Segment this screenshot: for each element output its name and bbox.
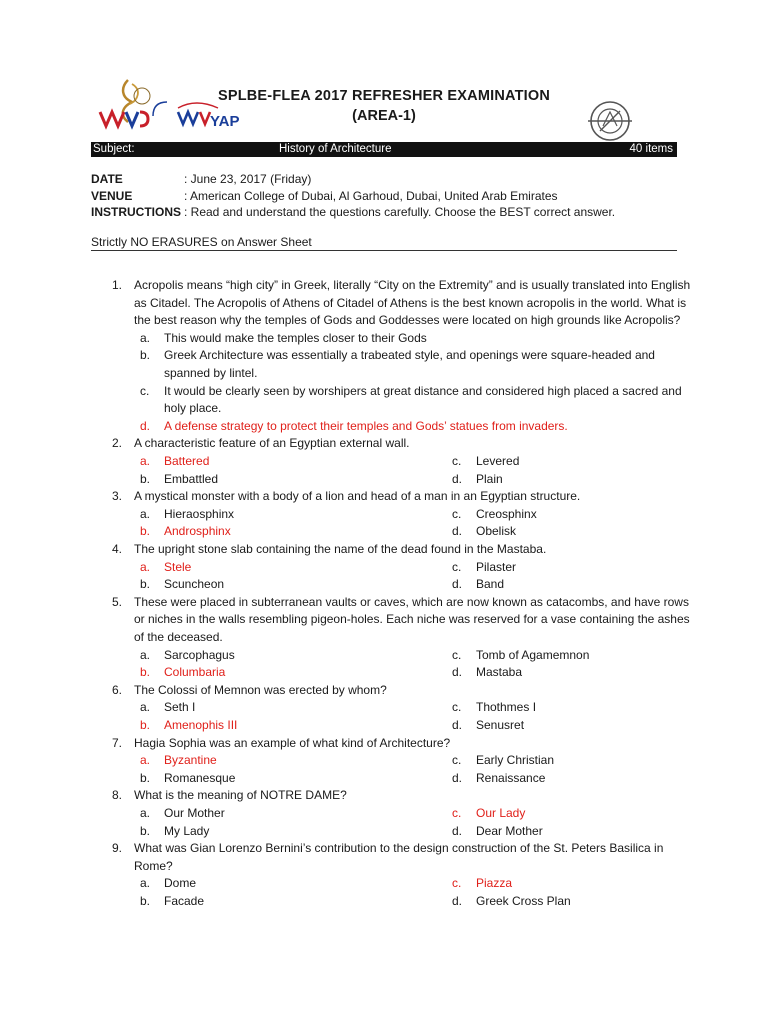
option-text: A defense strategy to protect their temples and Gods’ statues from invaders. <box>164 418 568 433</box>
option-text: Greek Cross Plan <box>476 894 571 908</box>
option-letter: a. <box>140 700 151 715</box>
question-text: Hagia Sophia was an example of what kind of Architecture? <box>134 735 451 750</box>
option-text: Pilaster <box>476 559 517 574</box>
option-letter: d. <box>452 577 463 592</box>
option-letter: a. <box>140 559 151 574</box>
option-letter: d. <box>452 665 463 680</box>
question-number: 5. <box>112 594 123 609</box>
question-text: as Citadel. The Acropolis of Athens of Citadel of Athens is the best known acropolis in the world. What is <box>134 295 687 310</box>
option-text: Battered <box>164 454 210 468</box>
question-number: 9. <box>112 841 123 856</box>
option-text: Tomb of Agamemnon <box>476 647 590 662</box>
option-letter: d. <box>140 418 151 433</box>
option-text: Scuncheon <box>164 577 225 592</box>
question-text: The upright stone slab containing the name of the dead found in the Mastaba. <box>134 542 547 556</box>
exam-area: (AREA-1) <box>352 108 416 124</box>
question-number: 3. <box>112 489 123 504</box>
header-divider <box>91 250 677 251</box>
date-value: : June 23, 2017 (Friday) <box>184 172 312 186</box>
option-text: My Lady <box>164 823 210 838</box>
question-text: A mystical monster with a body of a lion and head of a man in an Egyptian structure. <box>134 489 581 504</box>
question-text: or niches in the walls resembling pigeon-holes. Each niche was reserved for a vase containing the ashes <box>134 612 690 627</box>
option-letter: c. <box>452 806 462 820</box>
option-text: Hieraosphinx <box>164 506 235 521</box>
option-text: Levered <box>476 454 520 468</box>
question-text: Rome? <box>134 858 173 873</box>
option-letter: c. <box>452 647 462 662</box>
option-text: Early Christian <box>476 753 555 768</box>
organization-logos <box>98 76 248 138</box>
option-text: holy place. <box>164 401 222 416</box>
question-number: 8. <box>112 788 123 803</box>
exam-header <box>0 0 768 145</box>
option-letter: d. <box>452 471 463 486</box>
option-letter: d. <box>452 718 463 732</box>
instructions-label: INSTRUCTIONS <box>91 205 181 219</box>
option-text: Senusret <box>476 718 525 732</box>
option-letter: d. <box>452 770 463 785</box>
option-text: Amenophis III <box>164 718 238 732</box>
option-letter: b. <box>140 718 151 732</box>
question-number: 6. <box>112 682 123 697</box>
option-text: Dear Mother <box>476 823 543 838</box>
exam-title: SPLBE-FLEA 2017 REFRESHER EXAMINATION <box>217 88 551 104</box>
option-text: Seth I <box>164 700 196 715</box>
option-letter: c. <box>452 876 462 891</box>
option-text: Mastaba <box>476 665 523 680</box>
option-text: Sarcophagus <box>164 647 235 662</box>
instructions-value: : Read and understand the questions carefully. Choose the BEST correct answer. <box>184 205 616 219</box>
option-text: Renaissance <box>476 770 546 785</box>
venue-value: : American College of Dubai, Al Garhoud, Dubai, United Arab Emirates <box>184 189 558 203</box>
option-text: spanned by lintel. <box>164 365 258 380</box>
option-letter: d. <box>452 894 463 908</box>
option-text: Piazza <box>476 876 513 891</box>
option-text: This would make the temples closer to their Gods <box>164 330 427 345</box>
option-text: Our Mother <box>164 806 225 820</box>
option-letter: b. <box>140 471 151 486</box>
subject-bar <box>91 142 677 157</box>
question-text: of the deceased. <box>134 630 223 644</box>
option-letter: b. <box>140 894 151 908</box>
option-letter: b. <box>140 823 151 838</box>
erasure-note-text: Strictly NO ERASURES on Answer Sheet <box>91 235 312 249</box>
option-letter: c. <box>452 506 462 521</box>
date-label: DATE <box>91 172 123 186</box>
question-text: Acropolis means “high city” in Greek, literally “City on the Extremity” and is usually translated into English <box>134 278 691 292</box>
option-letter: c. <box>452 700 462 715</box>
option-letter: c. <box>452 753 462 768</box>
option-letter: b. <box>140 348 151 363</box>
question-text: The Colossi of Memnon was erected by whom? <box>134 682 387 697</box>
option-letter: b. <box>140 770 151 785</box>
option-text: Thothmes I <box>476 700 537 715</box>
option-text: Byzantine <box>164 753 217 768</box>
question-text: These were placed in subterranean vaults or caves, which are now known as catacombs, and have rows <box>134 594 689 609</box>
option-letter: c. <box>140 383 150 398</box>
question-number: 2. <box>112 436 123 451</box>
subject-label: Subject: <box>93 143 135 155</box>
option-letter: c. <box>452 559 462 574</box>
option-text: Greek Architecture was essentially a trabeated style, and openings were square-headed and <box>164 348 655 363</box>
option-letter: d. <box>452 823 463 838</box>
option-text: Our Lady <box>476 806 526 820</box>
option-text: Facade <box>164 894 205 908</box>
svg-text:YAP: YAP <box>210 113 240 130</box>
option-text: Plain <box>476 471 503 486</box>
option-text: Androsphinx <box>164 524 231 539</box>
question-text: What was Gian Lorenzo Bernini’s contribution to the design construction of the St. Peters Basilica in <box>134 841 664 856</box>
option-letter: d. <box>452 524 463 539</box>
question-text: A characteristic feature of an Egyptian external wall. <box>134 436 410 451</box>
seal-icon <box>586 98 636 144</box>
option-text: Columbaria <box>164 665 226 680</box>
option-text: Band <box>476 577 505 592</box>
subject-name: History of Architecture <box>279 143 392 155</box>
question-text: the best reason why the temples of Gods and Goddesses were located on high grounds like Acropolis? <box>134 313 681 328</box>
item-count: 40 items <box>629 143 673 155</box>
option-letter: a. <box>140 454 151 468</box>
question-number: 1. <box>112 278 123 292</box>
option-text: Romanesque <box>164 770 236 785</box>
option-letter: a. <box>140 876 151 891</box>
option-letter: c. <box>452 454 462 468</box>
option-letter: a. <box>140 753 151 768</box>
question-number: 4. <box>112 542 123 556</box>
question-number: 7. <box>112 735 123 750</box>
venue-label: VENUE <box>91 189 133 203</box>
option-text: Stele <box>164 559 192 574</box>
option-letter: b. <box>140 577 151 592</box>
option-text: Embattled <box>164 471 219 486</box>
option-letter: a. <box>140 506 151 521</box>
option-letter: b. <box>140 665 151 680</box>
option-text: It would be clearly seen by worshipers at great distance and considered high placed a sacred and <box>164 383 682 398</box>
option-letter: a. <box>140 330 151 345</box>
option-letter: a. <box>140 647 151 662</box>
option-letter: a. <box>140 806 151 820</box>
option-letter: b. <box>140 524 151 539</box>
question-text: What is the meaning of NOTRE DAME? <box>134 788 347 803</box>
option-text: Creosphinx <box>476 506 537 521</box>
option-text: Dome <box>164 876 197 891</box>
option-text: Obelisk <box>476 524 517 539</box>
